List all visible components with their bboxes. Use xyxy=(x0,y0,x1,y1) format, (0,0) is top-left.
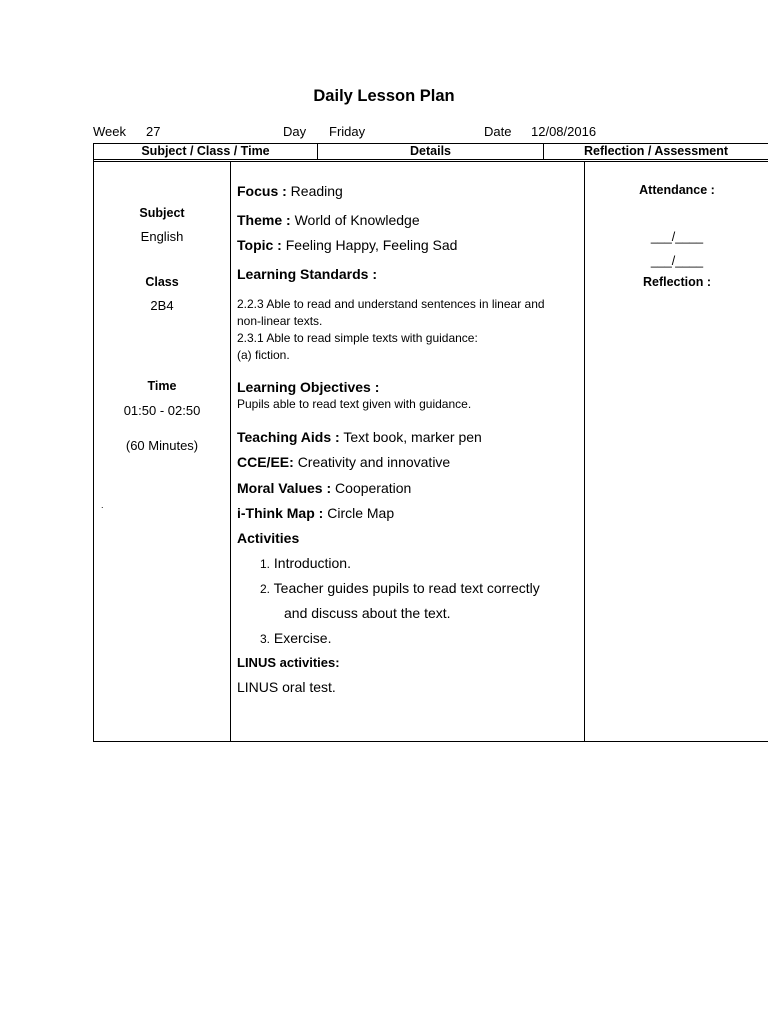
col-divider-1 xyxy=(230,161,231,742)
activity-item xyxy=(260,580,540,596)
stray-dot: . xyxy=(101,500,104,510)
activity-text: Introduction. xyxy=(273,555,351,571)
reflection-label: Reflection : xyxy=(642,275,712,289)
activity-text: Exercise. xyxy=(273,630,332,646)
subject-value: English xyxy=(140,229,184,244)
topic-line xyxy=(237,237,457,253)
topic-value: Feeling Happy, Feeling Sad xyxy=(285,237,458,253)
header-reflection-assessment: Reflection / Assessment xyxy=(583,144,729,158)
standards-block xyxy=(237,296,582,364)
activity-text: Teacher guides pupils to read text correctly xyxy=(273,580,540,596)
activity-item xyxy=(260,555,351,571)
col-divider-2 xyxy=(584,161,585,742)
activity-continuation: and discuss about the text. xyxy=(284,605,451,621)
standards-heading xyxy=(237,266,377,282)
week-label: Week xyxy=(93,124,126,139)
class-label: Class xyxy=(145,275,179,289)
cce-label: CCE/EE: xyxy=(237,454,294,470)
activities-heading xyxy=(237,530,299,546)
standards-line: (a) fiction. xyxy=(237,348,290,362)
standards-line: 2.2.3 Able to read and understand sentences in linear and xyxy=(237,297,545,311)
theme-label: Theme : xyxy=(237,212,291,228)
header-details: Details xyxy=(410,144,451,158)
day-label: Day xyxy=(283,124,307,139)
attendance-blank: ___/____ xyxy=(650,230,704,244)
attendance-blank: ___/____ xyxy=(650,254,704,268)
linus-heading xyxy=(237,655,340,670)
attendance-label: Attendance : xyxy=(639,183,715,197)
linus-label: LINUS activities: xyxy=(237,655,340,670)
activity-item xyxy=(260,630,331,646)
date-value: 12/08/2016 xyxy=(531,124,597,139)
aids-value: Text book, marker pen xyxy=(343,429,482,445)
time-label: Time xyxy=(147,379,177,393)
subject-label: Subject xyxy=(139,206,185,220)
activity-number: 3. xyxy=(260,632,271,646)
week-value: 27 xyxy=(146,124,161,139)
objectives-label: Learning Objectives : xyxy=(237,379,380,395)
topic-label: Topic : xyxy=(237,237,282,253)
cce-value: Creativity and innovative xyxy=(297,454,451,470)
ithink-line xyxy=(237,505,394,521)
theme-line xyxy=(237,212,420,228)
activity-number: 1. xyxy=(260,557,271,571)
ithink-value: Circle Map xyxy=(327,505,395,521)
duration-value: (60 Minutes) xyxy=(125,438,199,453)
class-value: 2B4 xyxy=(150,298,174,313)
ithink-label: i-Think Map : xyxy=(237,505,324,521)
moral-line xyxy=(237,480,411,496)
moral-label: Moral Values : xyxy=(237,480,332,496)
aids-line xyxy=(237,429,482,445)
cce-line xyxy=(237,454,450,470)
focus-value: Reading xyxy=(290,183,343,199)
day-value: Friday xyxy=(329,124,366,139)
header-divider xyxy=(93,159,768,160)
standards-line: non-linear texts. xyxy=(237,314,323,328)
aids-label: Teaching Aids : xyxy=(237,429,340,445)
activity-number: 2. xyxy=(260,582,271,596)
standards-line: 2.3.1 Able to read simple texts with guidance: xyxy=(237,331,478,345)
objectives-value: Pupils able to read text given with guidance. xyxy=(237,397,472,411)
date-label: Date xyxy=(484,124,512,139)
linus-value: LINUS oral test. xyxy=(237,679,336,695)
objectives-heading xyxy=(237,379,379,395)
moral-value: Cooperation xyxy=(335,480,412,496)
theme-value: World of Knowledge xyxy=(294,212,420,228)
header-divider-2 xyxy=(93,161,768,162)
page-title: Daily Lesson Plan xyxy=(313,87,455,105)
time-value: 01:50 - 02:50 xyxy=(123,403,201,418)
activities-label: Activities xyxy=(237,530,300,546)
header-subject-class-time: Subject / Class / Time xyxy=(141,144,270,158)
focus-line xyxy=(237,183,343,199)
standards-label: Learning Standards : xyxy=(237,266,378,282)
focus-label: Focus : xyxy=(237,183,287,199)
